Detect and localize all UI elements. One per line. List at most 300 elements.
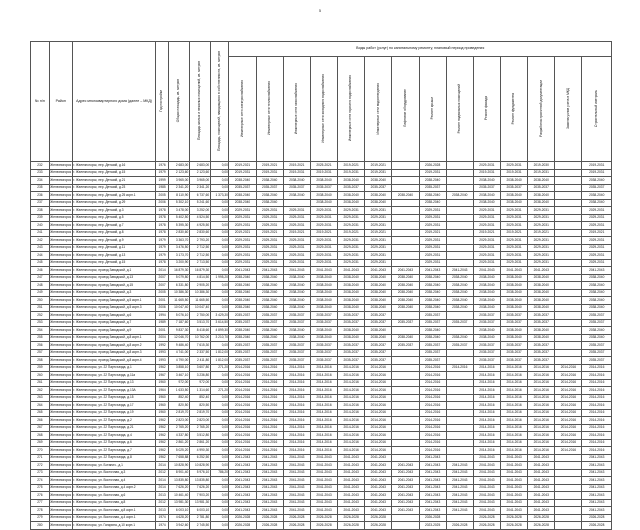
table-cell: 259 xyxy=(31,364,50,372)
table-cell: 2038-2040 xyxy=(256,289,283,297)
table-cell: 2014-2016 xyxy=(582,379,612,387)
table-cell: 2038-2040 xyxy=(473,177,500,185)
table-cell: г. Железногорск, пер. Детский, д.7 xyxy=(72,222,156,230)
table-cell: г. Железногорск, пер. Детский, д.9 xyxy=(72,237,156,245)
table-cell: 2025-2021 xyxy=(310,162,337,170)
table-cell: Железногорск xyxy=(49,454,72,462)
table-cell: 2014-2016 xyxy=(582,387,612,395)
table-cell: 1979 xyxy=(156,237,169,245)
table-cell xyxy=(555,162,582,170)
table-cell: 3 965,00 xyxy=(168,177,189,185)
table-cell: 2035-2037 xyxy=(528,349,555,357)
table-cell: 2029-2031 xyxy=(528,237,555,245)
table-cell: 2 905,20 xyxy=(189,282,210,290)
table-cell: 2035-2037 xyxy=(283,319,310,327)
table-cell: 2041-2043 xyxy=(419,484,446,492)
table-cell: 2 750,00 xyxy=(189,312,210,320)
table-cell: 8 901,40 xyxy=(168,469,189,477)
table-cell xyxy=(446,237,473,245)
table-cell: 1962 xyxy=(156,454,169,462)
table-cell xyxy=(555,297,582,305)
table-cell xyxy=(446,327,473,335)
table-cell: Железногорск xyxy=(49,357,72,365)
table-cell: 2041-2043 xyxy=(338,492,365,500)
table-cell: 0,00 xyxy=(210,289,229,297)
table-cell: 2029-2031 xyxy=(501,222,528,230)
table-row xyxy=(31,282,612,290)
table-cell: 2019-2031 xyxy=(419,169,446,177)
table-cell: 2026-2028 xyxy=(338,514,365,522)
table-cell: Железногорск xyxy=(49,222,72,230)
table-cell: 2019-2021 xyxy=(582,229,612,237)
table-cell: 251 xyxy=(31,304,50,312)
table-cell: 2 819,70 xyxy=(168,409,189,417)
table-cell xyxy=(555,319,582,327)
table-cell: 2014-2016 xyxy=(365,379,392,387)
table-cell: г. Железногорск, ул. 22 Партсъезда, д.21 xyxy=(72,424,156,432)
table-cell: 2019-2031 xyxy=(310,169,337,177)
table-cell: 2038-2040 xyxy=(256,282,283,290)
table-cell: Железногорск xyxy=(49,364,72,372)
table-cell: 2035-2037 xyxy=(310,349,337,357)
table-cell xyxy=(446,417,473,425)
table-cell: 2014-2016 xyxy=(283,364,310,372)
table-cell: 2041-2043 xyxy=(501,499,528,507)
table-cell: 2041-2043 xyxy=(310,507,337,515)
table-cell: 2041-2043 xyxy=(365,507,392,515)
table-cell: 2014-2016 xyxy=(582,372,612,380)
table-cell: 2019-2030 xyxy=(528,162,555,170)
table-cell: 2029-2031 xyxy=(256,222,283,230)
table-cell: 2038-2040 xyxy=(229,192,256,200)
table-cell: 2041-2043 xyxy=(365,469,392,477)
table-row xyxy=(31,424,612,432)
table-cell: 2014 xyxy=(156,462,169,470)
table-cell: 2019-2031 xyxy=(582,169,612,177)
table-cell: 2038-2040 xyxy=(582,192,612,200)
table-cell: 2014-2016 xyxy=(256,402,283,410)
table-cell: 1985 xyxy=(156,184,169,192)
table-cell: 0,00 xyxy=(210,267,229,275)
table-cell xyxy=(555,259,582,267)
table-cell: 2029-2031 xyxy=(310,207,337,215)
table-cell: 2041-2043 xyxy=(473,492,500,500)
table-cell: 2014-2016 xyxy=(256,432,283,440)
table-cell: Железногорск xyxy=(49,522,72,530)
table-cell: Железногорск xyxy=(49,447,72,455)
table-cell: 2019-2021 xyxy=(283,229,310,237)
table-cell: 2 823,00 xyxy=(168,417,189,425)
table-cell: 6 003,10 xyxy=(189,507,210,515)
table-cell: 2038-2040 xyxy=(365,199,392,207)
table-cell: 4 628,20 xyxy=(168,514,189,522)
table-cell: 2014-2016 xyxy=(501,424,528,432)
table-cell: 3 200,90 xyxy=(168,259,189,267)
table-cell: 2035-2037 xyxy=(501,184,528,192)
table-cell: 2007 xyxy=(156,282,169,290)
table-cell: 2014-2016 xyxy=(256,424,283,432)
table-cell: 2035-2037 xyxy=(256,357,283,365)
table-cell xyxy=(392,214,419,222)
table-cell: 2035-2037 xyxy=(229,357,256,365)
table-cell xyxy=(555,199,582,207)
table-cell: 2041-2043 xyxy=(582,454,612,462)
table-cell: 3 467,10 xyxy=(168,372,189,380)
table-cell: 3 965,00 xyxy=(189,177,210,185)
table-cell: 2041-2043 xyxy=(582,462,612,470)
table-cell: 2014-2016 xyxy=(501,387,528,395)
table-cell: 2014-2016 xyxy=(582,439,612,447)
table-cell: 2038-2040 xyxy=(419,297,446,305)
table-cell: 2019-2021 xyxy=(283,162,310,170)
table-cell: 2038-2040 xyxy=(310,274,337,282)
table-cell: 2035-2037 xyxy=(582,184,612,192)
table-cell: 2038-2040 xyxy=(528,297,555,305)
table-cell: 2038-2040 xyxy=(446,334,473,342)
table-cell: 1992 xyxy=(156,342,169,350)
table-cell: 2029-2031 xyxy=(501,237,528,245)
table-cell xyxy=(446,447,473,455)
table-cell: 2029-2031 xyxy=(229,252,256,260)
table-cell: 2029-2031 xyxy=(501,259,528,267)
table-row xyxy=(31,177,612,185)
table-cell: 2 793,20 xyxy=(189,237,210,245)
table-cell: 0,00 xyxy=(210,507,229,515)
table-cell: 2026-2028 xyxy=(283,514,310,522)
table-cell: 2038-2040 xyxy=(229,334,256,342)
table-cell: 3 513,70 xyxy=(189,319,210,327)
table-cell: 2029-2031 xyxy=(473,259,500,267)
table-cell: 2029-2031 xyxy=(419,207,446,215)
table-cell: 2035-2037 xyxy=(528,357,555,365)
table-cell: 270 xyxy=(31,447,50,455)
table-cell: 2014-2016 xyxy=(501,402,528,410)
header-col-foundation: Ремонт фундамента xyxy=(501,57,528,162)
table-cell: Железногорск xyxy=(49,507,72,515)
table-cell: Железногорск xyxy=(49,394,72,402)
table-cell: 2035-2037 xyxy=(256,184,283,192)
table-cell: Железногорск xyxy=(49,402,72,410)
table-cell: г. Железногорск, проезд Заводской, д.13 xyxy=(72,274,156,282)
table-cell: 2014-2016 xyxy=(283,417,310,425)
table-cell: 1962 xyxy=(156,439,169,447)
table-row xyxy=(31,349,612,357)
table-cell: г. Железногорск, пер. Детский, д.5 xyxy=(72,214,156,222)
table-cell: 2041-2043 xyxy=(473,477,500,485)
table-cell: г. Железногорск, ул. 22 Партсъезда, д.15 xyxy=(72,394,156,402)
table-cell: 2014-2016 xyxy=(555,394,582,402)
table-cell: Железногорск xyxy=(49,492,72,500)
table-cell: 0,00 xyxy=(210,454,229,462)
table-cell: 271,20 xyxy=(210,364,229,372)
table-cell: 2041-2043 xyxy=(528,499,555,507)
table-cell: 0,00 xyxy=(210,499,229,507)
table-cell: 2041-2043 xyxy=(365,484,392,492)
table-cell: 2029-2031 xyxy=(310,252,337,260)
table-cell: 2014-2016 xyxy=(555,379,582,387)
table-cell: Железногорск xyxy=(49,237,72,245)
table-cell: г. Железногорск, проезд Заводской, д.8 корп.1 xyxy=(72,334,156,342)
table-cell: 2029-2031 xyxy=(365,237,392,245)
table-cell: 2014-2016 xyxy=(229,424,256,432)
table-cell: 2041-2043 xyxy=(283,462,310,470)
table-cell: 0,00 xyxy=(210,514,229,522)
table-cell: 1 995,20 xyxy=(210,274,229,282)
table-cell: 2035-2037 xyxy=(229,349,256,357)
table-cell: 2041-2043 xyxy=(473,267,500,275)
table-cell: 4 524,50 xyxy=(189,214,210,222)
table-cell: 2005 xyxy=(156,289,169,297)
table-cell xyxy=(392,237,419,245)
table-cell: 2038-2040 xyxy=(310,192,337,200)
table-cell: Железногорск xyxy=(49,267,72,275)
table-row xyxy=(31,454,612,462)
table-cell: 2041-2043 xyxy=(473,507,500,515)
table-cell: Железногорск xyxy=(49,169,72,177)
table-cell: 2 823,00 xyxy=(189,417,210,425)
table-row xyxy=(31,252,612,260)
table-cell: г. Железногорск, проезд Заводской, д.5 корп.1 xyxy=(72,297,156,305)
table-cell: 2041-2043 xyxy=(419,462,446,470)
table-cell: 3 363,70 xyxy=(168,237,189,245)
table-cell: 2038-2040 xyxy=(256,297,283,305)
table-cell: 2035-2037 xyxy=(419,312,446,320)
table-cell: 2029-2031 xyxy=(528,252,555,260)
table-cell xyxy=(392,259,419,267)
table-cell: 2 745,50 xyxy=(189,522,210,530)
table-cell: 1978 xyxy=(156,222,169,230)
table-cell: 2014-2016 xyxy=(528,424,555,432)
table-cell: 2 683,00 xyxy=(168,162,189,170)
table-cell xyxy=(392,327,419,335)
table-cell: 2041-2043 xyxy=(310,477,337,485)
table-cell: 1 373,30 xyxy=(210,192,229,200)
table-cell: 2041-2043 xyxy=(256,492,283,500)
table-cell: 2014-2016 xyxy=(229,387,256,395)
table-cell: 0,00 xyxy=(210,214,229,222)
table-cell: 2029-2031 xyxy=(365,244,392,252)
table-cell: 2038-2040 xyxy=(365,289,392,297)
table-cell: 2026-2028 xyxy=(338,522,365,530)
table-cell: 2038-2040 xyxy=(419,304,446,312)
table-cell: 2026-2028 xyxy=(582,522,612,530)
table-cell: 2014-2016 xyxy=(419,402,446,410)
table-cell: 2014-2016 xyxy=(338,439,365,447)
table-cell: 2029-2031 xyxy=(229,237,256,245)
table-cell: 2014-2016 xyxy=(501,409,528,417)
table-cell: 2035-2037 xyxy=(229,342,256,350)
table-cell: 2038-2040 xyxy=(392,304,419,312)
table-cell: Железногорск xyxy=(49,252,72,260)
table-cell: 2014-2016 xyxy=(528,387,555,395)
table-cell: 2038-2040 xyxy=(392,274,419,282)
table-cell xyxy=(555,357,582,365)
table-cell: 269 xyxy=(31,439,50,447)
table-cell: 244 xyxy=(31,252,50,260)
table-cell: г. Железногорск, ул. Восточная, д.8 корп.1 xyxy=(72,507,156,515)
table-cell: 2038-2040 xyxy=(473,199,500,207)
table-row xyxy=(31,192,612,200)
table-cell: 2038-2040 xyxy=(256,274,283,282)
table-cell: 4 814,50 xyxy=(189,274,210,282)
table-cell: 2014-2016 xyxy=(229,417,256,425)
table-cell: 2014-2016 xyxy=(256,447,283,455)
table-cell: 7 187,60 xyxy=(168,319,189,327)
table-cell: 2014-2016 xyxy=(338,417,365,425)
table-cell: 2029-2031 xyxy=(582,244,612,252)
table-cell: 2014-2016 xyxy=(419,424,446,432)
table-cell xyxy=(446,214,473,222)
table-cell: 2 830,60 xyxy=(189,229,210,237)
table-cell: 2014-2016 xyxy=(419,417,446,425)
header-col-basement: Ремонт подвальных помещений xyxy=(446,57,473,162)
table-row xyxy=(31,162,612,170)
table-cell: 2041-2043 xyxy=(392,499,419,507)
table-row xyxy=(31,207,612,215)
table-cell: 2 861,20 xyxy=(168,439,189,447)
table-cell: 2038-2040 xyxy=(392,192,419,200)
table-cell: 2014-2016 xyxy=(365,417,392,425)
table-cell: 2014-2016 xyxy=(419,432,446,440)
table-cell: 2035-2037 xyxy=(419,349,446,357)
table-cell: Железногорск xyxy=(49,297,72,305)
table-cell: 7 626,20 xyxy=(168,484,189,492)
table-cell: 2014-2016 xyxy=(501,439,528,447)
table-cell xyxy=(446,162,473,170)
table-cell: Железногорск xyxy=(49,319,72,327)
table-cell: 236 xyxy=(31,192,50,200)
table-cell: 2041-2043 xyxy=(419,507,446,515)
table-cell: 2014-2016 xyxy=(229,372,256,380)
table-cell: 2038-2040 xyxy=(256,327,283,335)
table-cell: 278 xyxy=(31,507,50,515)
table-cell: Железногорск xyxy=(49,199,72,207)
table-cell: 2014-2016 xyxy=(528,439,555,447)
table-cell: 2014-2016 xyxy=(365,432,392,440)
table-cell: Железногорск xyxy=(49,432,72,440)
table-cell: 1974 xyxy=(156,514,169,522)
table-cell: г. Железногорск, ул. 22 Партсъезда, д.11а xyxy=(72,372,156,380)
table-cell: 2014-2016 xyxy=(555,447,582,455)
table-cell: 2029-2031 xyxy=(473,162,500,170)
table-cell: 2 683,00 xyxy=(189,162,210,170)
table-cell: 2041-2043 xyxy=(392,267,419,275)
table-row xyxy=(31,402,612,410)
table-cell: г. Железногорск, пер. Детский, д.23 xyxy=(72,184,156,192)
table-cell: 2029-2031 xyxy=(365,214,392,222)
table-row xyxy=(31,499,612,507)
table-cell: 2038-2040 xyxy=(419,177,446,185)
table-cell: 233 xyxy=(31,169,50,177)
table-cell: 2038-2040 xyxy=(528,177,555,185)
table-cell: 2038-2040 xyxy=(310,177,337,185)
table-row xyxy=(31,199,612,207)
table-cell: 239 xyxy=(31,214,50,222)
table-cell: 2029-2031 xyxy=(310,244,337,252)
table-cell: 2019-2031 xyxy=(365,169,392,177)
table-cell: 0,00 xyxy=(210,379,229,387)
table-cell: 0,00 xyxy=(210,394,229,402)
table-row xyxy=(31,484,612,492)
table-cell: Железногорск xyxy=(49,439,72,447)
table-cell: 3 236,80 xyxy=(189,372,210,380)
table-cell: 2 411,80 xyxy=(189,357,210,365)
table-cell: 2013 xyxy=(156,492,169,500)
table-cell: 2038-2040 xyxy=(419,282,446,290)
table-cell: 7 626,20 xyxy=(189,484,210,492)
table-cell: 2035-2037 xyxy=(283,184,310,192)
table-cell: 2035-2037 xyxy=(338,184,365,192)
table-cell: 2014-2016 xyxy=(256,409,283,417)
table-cell: 2035-2037 xyxy=(473,342,500,350)
table-cell: 2038-2040 xyxy=(446,304,473,312)
table-cell: 2038-2040 xyxy=(473,297,500,305)
table-cell: 10 386,30 xyxy=(168,289,189,297)
table-cell: 2038-2040 xyxy=(446,282,473,290)
table-cell: 1960 xyxy=(156,379,169,387)
table-cell: 2014-2016 xyxy=(528,372,555,380)
table-cell: 4 337,80 xyxy=(168,432,189,440)
table-cell: г. Железногорск, ул. Восточная, д.4 корп.2 xyxy=(72,484,156,492)
table-row xyxy=(31,297,612,305)
table-cell: 2029-2031 xyxy=(256,237,283,245)
table-cell xyxy=(555,454,582,462)
table-cell: 10 461,40 xyxy=(168,492,189,500)
table-cell xyxy=(392,177,419,185)
table-cell: 972,00 xyxy=(189,379,210,387)
table-cell: 2029-2031 xyxy=(283,207,310,215)
table-cell: 2041-2043 xyxy=(256,454,283,462)
table-cell: 2041-2043 xyxy=(528,477,555,485)
table-cell: 2038-2040 xyxy=(338,192,365,200)
table-row xyxy=(31,222,612,230)
table-cell: 2014-2016 xyxy=(310,364,337,372)
table-cell: 2014-2016 xyxy=(310,394,337,402)
table-cell: 5 079,80 xyxy=(168,274,189,282)
table-cell: Железногорск xyxy=(49,184,72,192)
table-cell: 2014-2016 xyxy=(310,424,337,432)
table-row xyxy=(31,237,612,245)
table-cell: 2038-2040 xyxy=(283,289,310,297)
table-cell: 2029-2031 xyxy=(229,244,256,252)
table-cell: 2035-2037 xyxy=(392,342,419,350)
table-cell: 2035-2037 xyxy=(392,319,419,327)
table-row xyxy=(31,507,612,515)
table-cell: 2 123,60 xyxy=(189,169,210,177)
page-number: 5 xyxy=(318,8,322,13)
table-cell: 2026-2028 xyxy=(256,514,283,522)
header-col-electric: Инженерные сети электроснабжения xyxy=(229,57,256,162)
table-cell: 2041-2043 xyxy=(473,469,500,477)
table-cell: 2035-2037 xyxy=(582,319,612,327)
table-cell: 2014-2016 xyxy=(365,372,392,380)
table-cell xyxy=(555,169,582,177)
table-cell: Железногорск xyxy=(49,342,72,350)
table-row xyxy=(31,274,612,282)
table-cell xyxy=(446,252,473,260)
table-cell: 2038-2040 xyxy=(365,334,392,342)
table-cell: 2035-2037 xyxy=(446,319,473,327)
table-cell: Железногорск xyxy=(49,477,72,485)
table-cell: 2029-2031 xyxy=(310,222,337,230)
table-cell: 2041-2043 xyxy=(392,469,419,477)
table-cell xyxy=(555,507,582,515)
table-cell: 243 xyxy=(31,244,50,252)
table-cell: 2035-2037 xyxy=(229,184,256,192)
table-cell: 2014-2016 xyxy=(555,432,582,440)
table-cell: 2038-2040 xyxy=(501,304,528,312)
table-cell: 267 xyxy=(31,424,50,432)
